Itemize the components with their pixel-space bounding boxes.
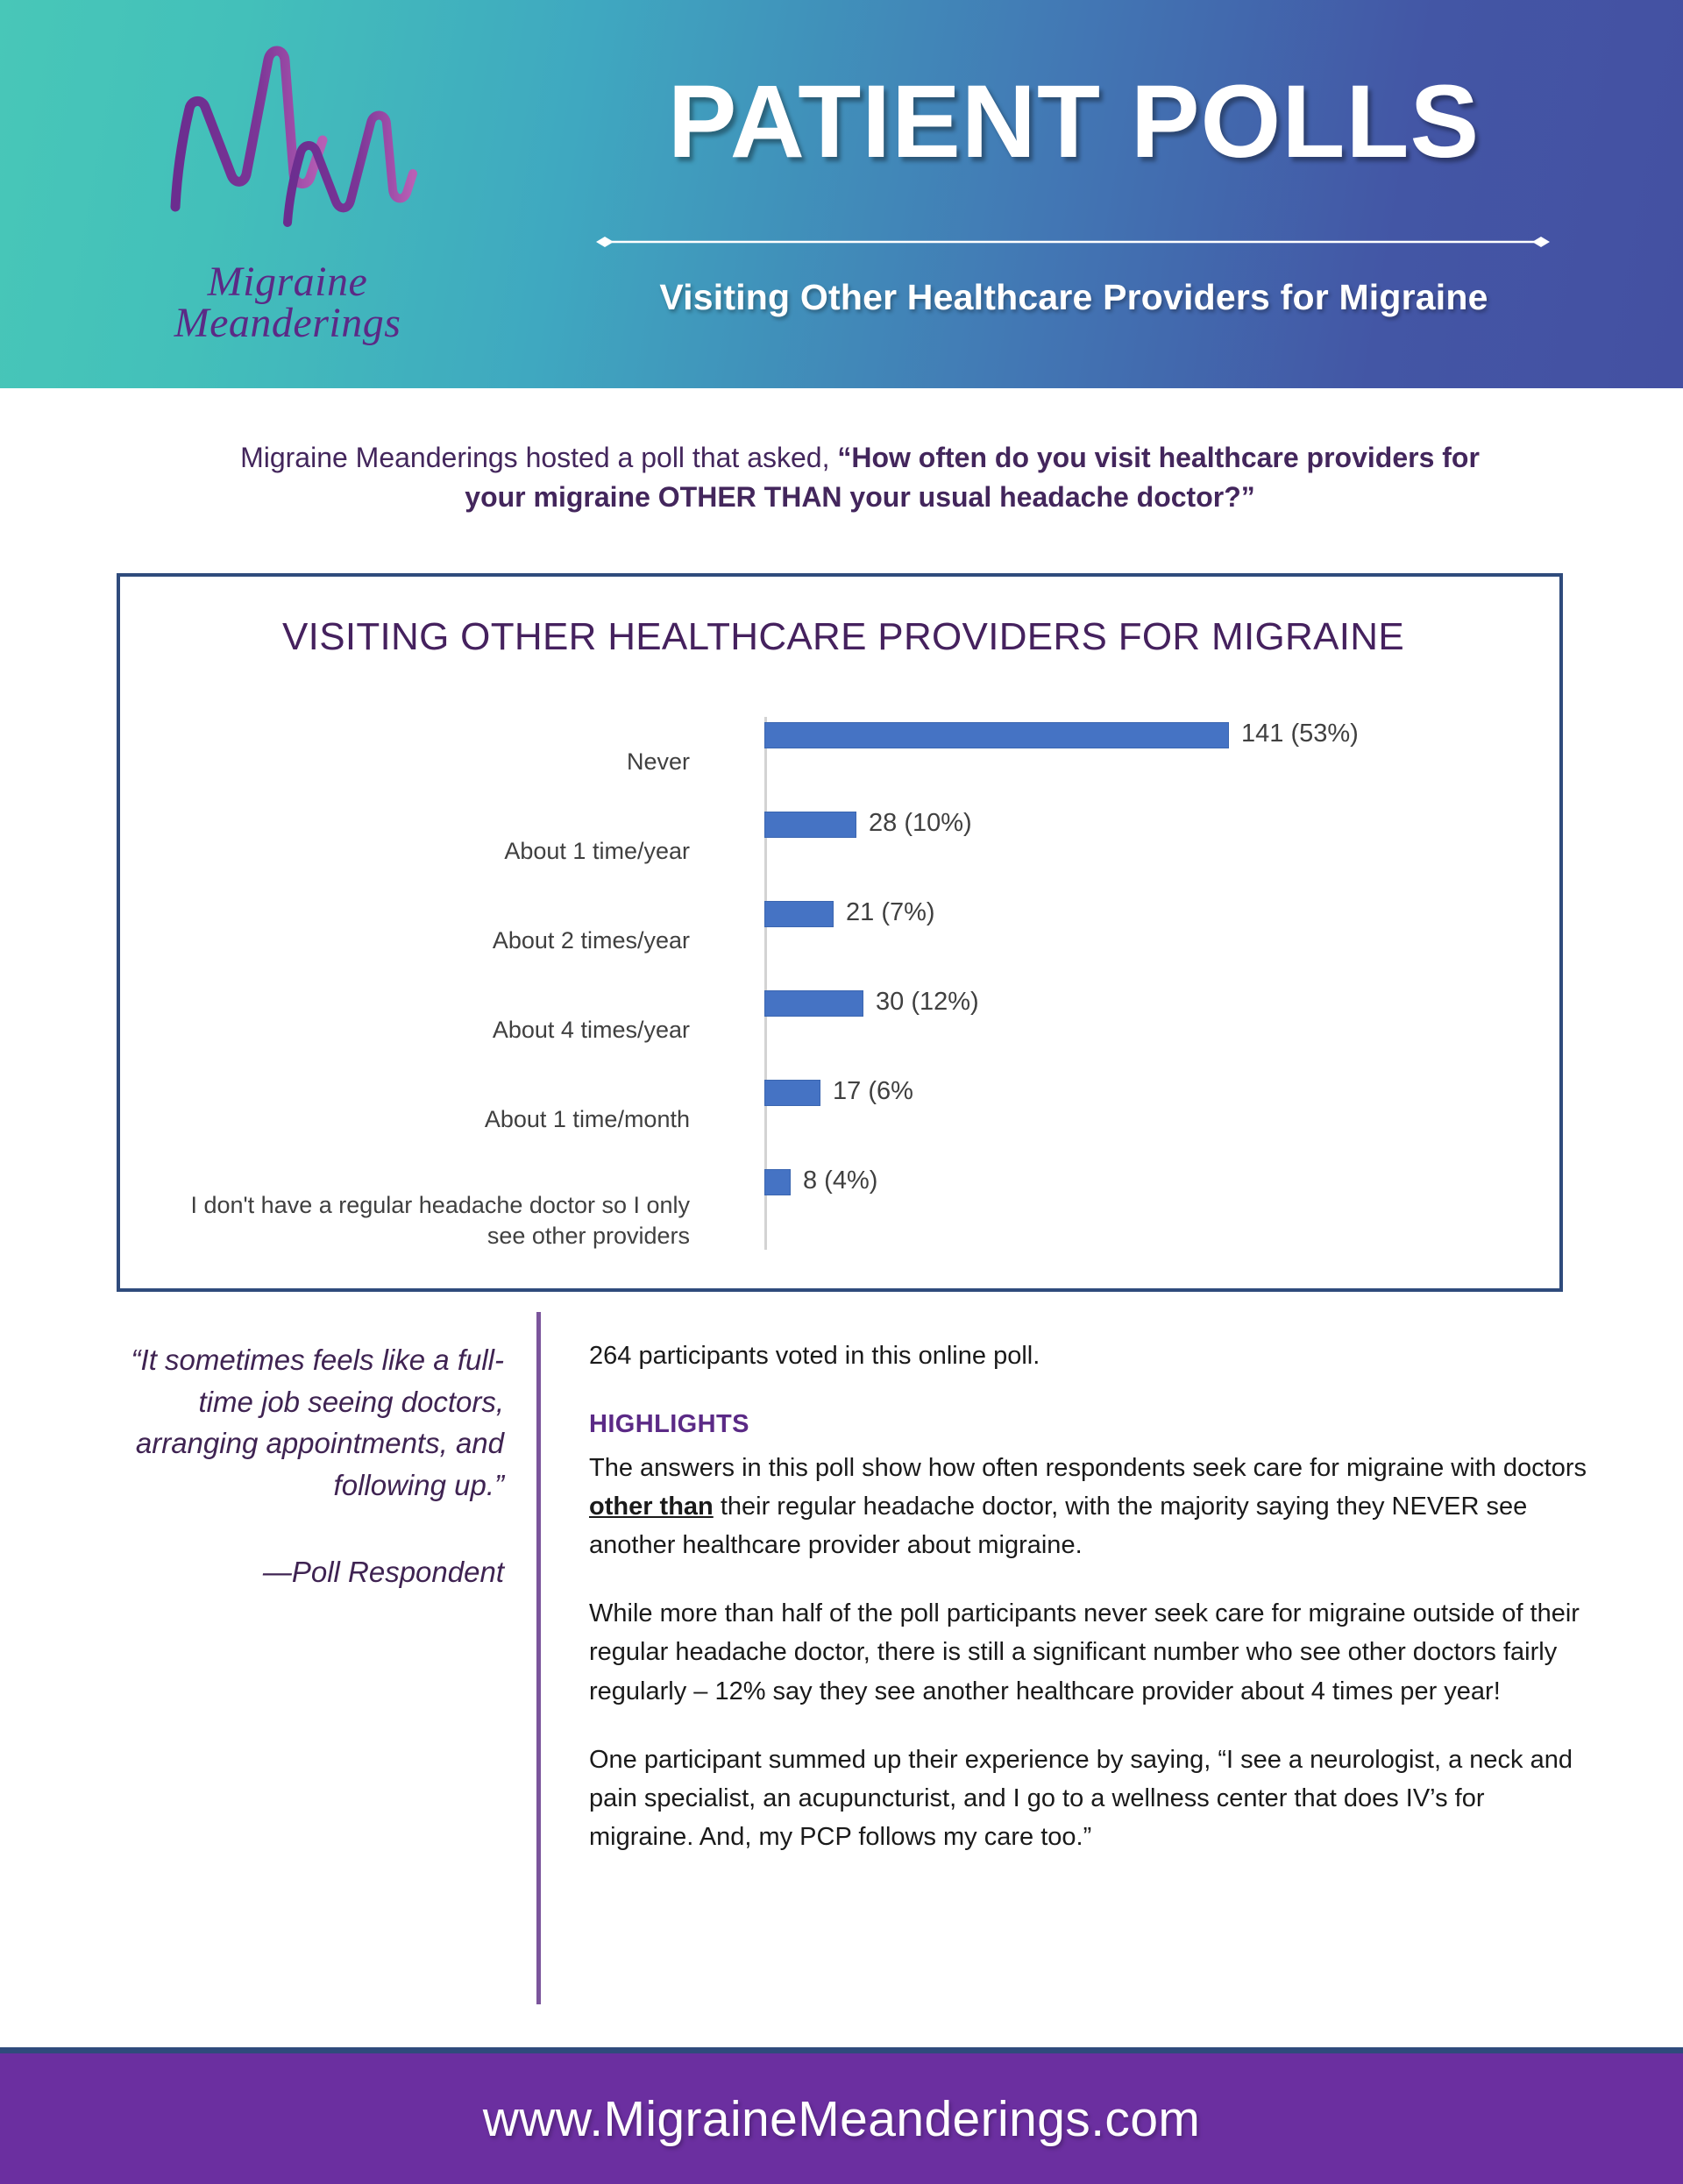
chart-bar	[764, 812, 856, 838]
brand-logo	[156, 42, 419, 347]
brand-name-line-1: Migraine	[207, 259, 368, 305]
highlights-paragraph-3: One participant summed up their experience by saying, “I see a neurologist, a neck and pain specialist, an acupuncturist, and I go to a wellness center that does IV’s for migraine. And, my PCP follows my care too.”	[589, 1745, 1573, 1851]
intro-lead: Migraine Meanderings hosted a poll that asked,	[240, 442, 838, 473]
chart-data-label: 141 (53%)	[1241, 720, 1359, 748]
chart-category-label: Never	[626, 748, 690, 775]
chart-data-label: 28 (10%)	[869, 809, 972, 837]
hl-p1-emphasis: other than	[589, 1493, 714, 1521]
chart-category-label: About 4 times/year	[492, 1017, 690, 1043]
chart-title: VISITING OTHER HEALTHCARE PROVIDERS FOR MIGRAINE	[282, 615, 1404, 658]
chart-category-label: About 1 time/month	[484, 1106, 690, 1132]
chart-data-label: 30 (12%)	[876, 988, 979, 1016]
pull-quote	[105, 1339, 504, 1593]
chart-panel	[117, 573, 1563, 1292]
website-url[interactable]: www.MigraineMeanderings.com	[482, 2090, 1201, 2147]
article-body	[589, 1337, 1588, 1886]
pull-quote-attribution: —Poll Respondent	[262, 1556, 504, 1589]
chart-bar-row	[120, 806, 1566, 899]
hl-p1-part1: The answers in this poll show how often respondents seek care for migraine with doctors	[589, 1454, 1587, 1483]
highlights-paragraph-1	[589, 1449, 1588, 1564]
chart-data-label: 8 (4%)	[803, 1166, 878, 1195]
intro-question: “How often do you visit healthcare providers for your migraine OTHER THAN your usual headache doctor?”	[465, 442, 1480, 514]
chart-data-label: 21 (7%)	[846, 898, 935, 926]
chart-category-label: About 1 time/year	[504, 838, 690, 864]
participants-line: 264 participants voted in this online poll.	[589, 1342, 1040, 1370]
chart-bar-row	[120, 717, 1566, 810]
page-subtitle: Visiting Other Healthcare Providers for Migraine	[659, 277, 1488, 317]
chart-category-label: About 2 times/year	[492, 927, 690, 954]
hl-p1-part2: their regular headache doctor, with the majority saying they NEVER see another healthcare provider about migraine.	[589, 1493, 1528, 1560]
chart-category-label: I don't have a regular headache doctor so I only see other providers	[190, 1192, 690, 1249]
brand-wordmark	[156, 259, 419, 347]
chart-bar	[764, 901, 834, 927]
chart-bar-row	[120, 985, 1566, 1078]
chart-bar-row	[120, 1164, 1566, 1257]
title-divider-rule	[589, 235, 1557, 249]
chart-bar	[764, 722, 1229, 748]
chart-bar	[764, 1169, 791, 1195]
brand-name-line-2: Meanderings	[174, 300, 401, 347]
highlights-paragraph-2: While more than half of the poll participants never seek care for migraine outside of their regular headache doctor, there is still a significant number who see other doctors fairly regularly – 12% say they see another healthcare provider about 4 times per year!	[589, 1599, 1580, 1705]
poll-question-intro	[207, 438, 1513, 518]
page-header	[0, 0, 1683, 388]
page-title: PATIENT POLLS	[667, 64, 1481, 180]
mm-heartbeat-logo-icon	[156, 42, 419, 244]
bar-chart-plot-area	[120, 708, 1566, 1269]
column-divider	[536, 1312, 541, 2004]
chart-bar-row	[120, 1074, 1566, 1167]
chart-bar-row	[120, 896, 1566, 989]
chart-bar	[764, 1080, 820, 1106]
highlights-heading: HIGHLIGHTS	[589, 1410, 749, 1439]
chart-bar	[764, 990, 863, 1017]
pull-quote-text: “It sometimes feels like a full-time job seeing doctors, arranging appointments, and following up.”	[131, 1344, 504, 1501]
chart-data-label: 17 (6%	[833, 1077, 913, 1105]
page-footer	[0, 2047, 1683, 2184]
